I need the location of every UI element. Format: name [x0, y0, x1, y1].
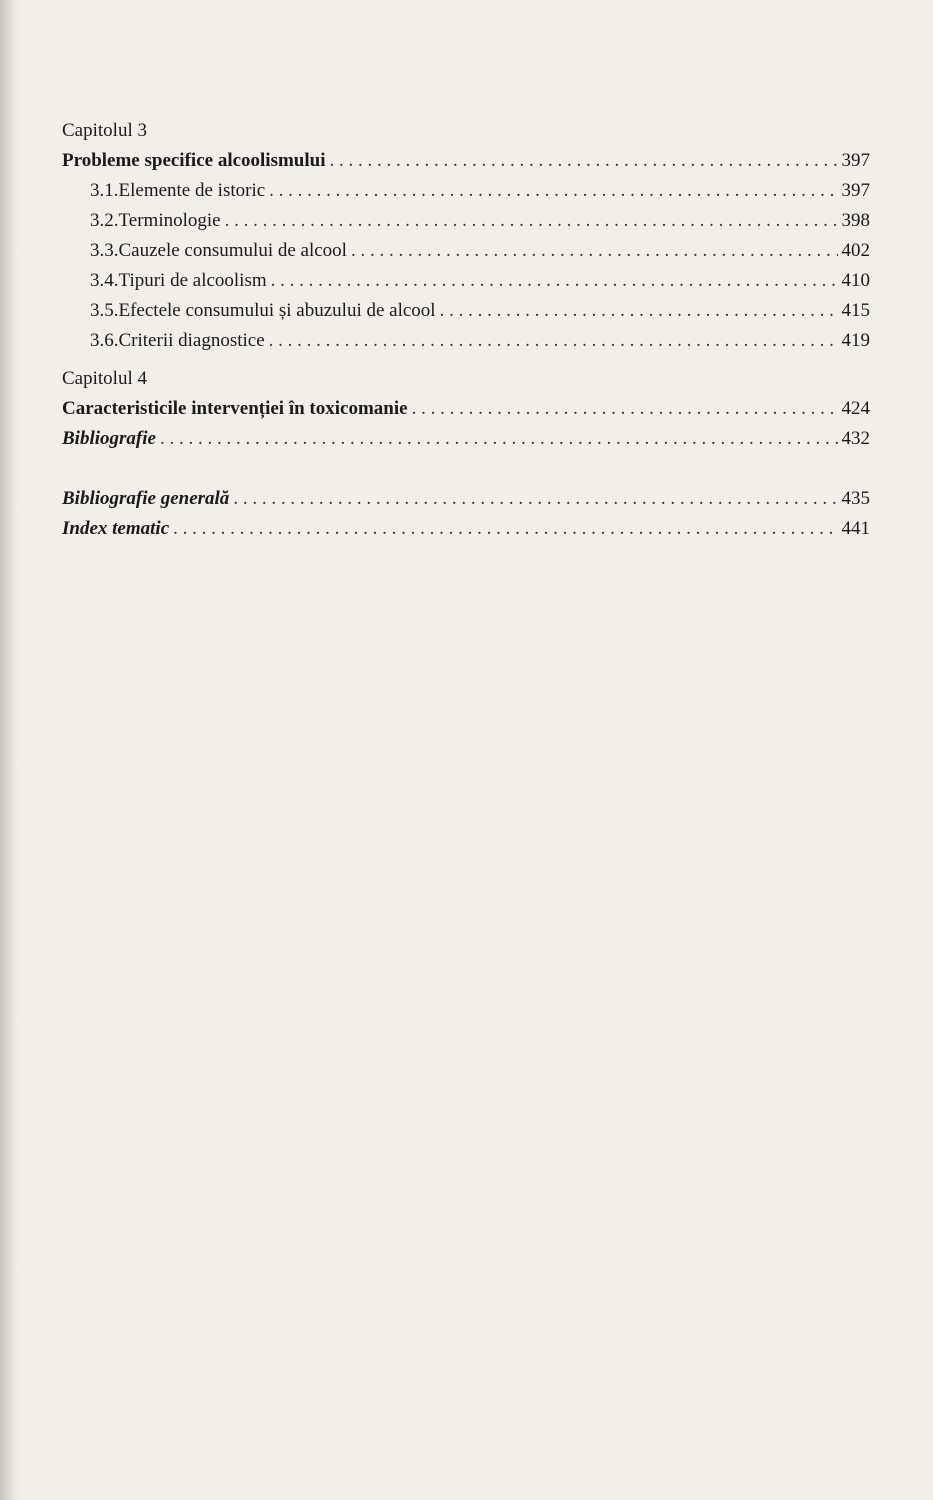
- section-page: 402: [841, 240, 870, 261]
- section-title: Terminologie: [118, 210, 221, 231]
- section-number: 3.3.: [90, 240, 119, 261]
- dot-leader: [351, 236, 838, 266]
- toc-entry-3-6: [62, 326, 870, 356]
- section-title: Criterii diagnostice: [118, 330, 265, 351]
- section-title: Tipuri de alcoolism: [118, 270, 267, 291]
- chapter-4-label: Capitolul 4: [62, 368, 147, 389]
- dot-leader: [440, 296, 838, 326]
- dot-leader: [225, 206, 838, 236]
- section-number: 3.2.: [90, 210, 119, 231]
- toc-entry-3-3: [62, 236, 870, 266]
- bibliography-title: Bibliografie: [62, 428, 156, 449]
- chapter-3-heading: [62, 146, 870, 176]
- index-page: 441: [841, 518, 870, 539]
- table-of-contents: [62, 116, 870, 544]
- toc-entry-3-2: [62, 206, 870, 236]
- chapter-3-page: 397: [841, 150, 870, 171]
- section-page: 415: [841, 300, 870, 321]
- index-title: Index tematic: [62, 518, 170, 539]
- chapter-4-bibliography: [62, 424, 870, 454]
- section-number: 3.1.: [90, 180, 119, 201]
- section-page: 410: [841, 270, 870, 291]
- bibliography-page: 432: [841, 428, 870, 449]
- general-bibliography-page: 435: [841, 488, 870, 509]
- general-bibliography: [62, 484, 870, 514]
- section-number: 3.4.: [90, 270, 119, 291]
- toc-entry-3-1: [62, 176, 870, 206]
- toc-entry-3-4: [62, 266, 870, 296]
- dot-leader: [330, 146, 838, 176]
- section-page: 398: [841, 210, 870, 231]
- section-title: Cauzele consumului de alcool: [118, 240, 347, 261]
- section-title: Efectele consumului și abuzului de alcool: [118, 300, 436, 321]
- dot-leader: [160, 424, 838, 454]
- section-title: Elemente de istoric: [118, 180, 266, 201]
- chapter-4-title: Caracteristicile intervenției în toxicomanie: [62, 398, 408, 419]
- section-page: 419: [841, 330, 870, 351]
- dot-leader: [173, 514, 837, 544]
- dot-leader: [233, 484, 837, 514]
- chapter-4-heading: [62, 394, 870, 424]
- chapter-4-page: 424: [841, 398, 870, 419]
- chapter-3-label: Capitolul 3: [62, 120, 147, 141]
- section-page: 397: [841, 180, 870, 201]
- dot-leader: [269, 176, 837, 206]
- section-number: 3.5.: [90, 300, 119, 321]
- dot-leader: [271, 266, 838, 296]
- page-edge-shadow: [0, 0, 18, 1500]
- section-number: 3.6.: [90, 330, 119, 351]
- dot-leader: [412, 394, 838, 424]
- chapter-3-title: Probleme specifice alcoolismului: [62, 150, 326, 171]
- dot-leader: [269, 326, 838, 356]
- index-entry: [62, 514, 870, 544]
- general-bibliography-title: Bibliografie generală: [62, 488, 230, 509]
- toc-entry-3-5: [62, 296, 870, 326]
